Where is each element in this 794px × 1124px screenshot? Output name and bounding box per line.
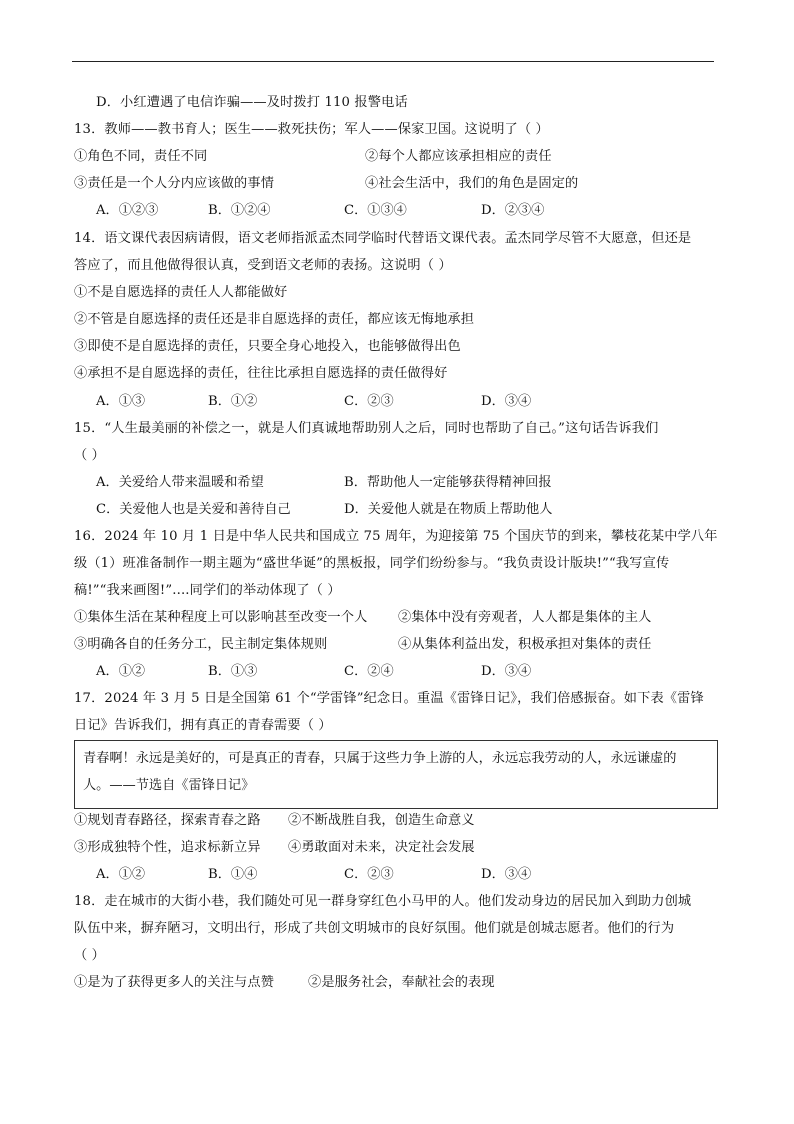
q15-stem-line-1: 15．“人生最美丽的补偿之一，就是人们真诚地帮助别人之后，同时也帮助了自己。”这句话告诉我们 bbox=[74, 421, 659, 436]
header-rule bbox=[72, 61, 714, 62]
q18-item-1: ①是为了获得更多人的关注与点赞 bbox=[74, 975, 275, 990]
q16-option-d: D．③④ bbox=[481, 664, 532, 679]
q14-item-2: ②不管是自愿选择的责任还是非自愿选择的责任，都应该无悔地承担 bbox=[74, 312, 475, 327]
q13-option-c: C．①③④ bbox=[344, 203, 407, 218]
q13-stem: 13．教师——教书育人；医生——救死扶伤；军人——保家卫国。这说明了（ ） bbox=[74, 122, 549, 137]
q16-item-3: ③明确各自的任务分工，民主制定集体规则 bbox=[74, 637, 328, 652]
q17-option-d: D．③④ bbox=[481, 867, 532, 882]
q14-option-d: D．③④ bbox=[481, 394, 532, 409]
q17-item-3: ③形成独特个性，追求标新立异 bbox=[74, 840, 261, 855]
q18-stem-line-3: （ ） bbox=[74, 948, 106, 963]
q13-item-1: ①角色不同，责任不同 bbox=[74, 149, 208, 164]
q14-item-1: ①不是自愿选择的责任人人都能做好 bbox=[74, 285, 288, 300]
q16-option-b: B．①③ bbox=[208, 664, 258, 679]
q17-option-c: C．②③ bbox=[344, 867, 394, 882]
q12-option-d: D．小红遭遇了电信诈骗——及时拨打 110 报警电话 bbox=[96, 95, 408, 110]
q17-stem-line-2: 日记》告诉我们，拥有真正的青春需要（ ） bbox=[74, 718, 332, 733]
q14-item-3: ③即使不是自愿选择的责任，只要全身心地投入，也能够做得出色 bbox=[74, 339, 461, 354]
q16-stem-line-3: 稿!”“我来画图!”....同学们的举动体现了（ ） bbox=[74, 583, 341, 598]
q15-stem-line-2: （ ） bbox=[74, 448, 106, 463]
q13-option-a: A．①②③ bbox=[96, 203, 159, 218]
q16-stem-line-1: 16．2024 年 10 月 1 日是中华人民共和国成立 75 周年，为迎接第 75 个国庆节的到来，攀枝花某中学八年 bbox=[74, 529, 718, 544]
q15-option-b: B．帮助他人一定能够获得精神回报 bbox=[344, 475, 552, 490]
q17-stem-line-1: 17．2024 年 3 月 5 日是全国第 61 个“学雷锋”纪念日。重温《雷锋日记》，我们倍感振奋。如下表《雷锋 bbox=[74, 691, 704, 706]
q13-item-2: ②每个人都应该承担相应的责任 bbox=[365, 149, 552, 164]
q18-item-2: ②是服务社会，奉献社会的表现 bbox=[308, 975, 495, 990]
q17-item-2: ②不断战胜自我，创造生命意义 bbox=[288, 813, 475, 828]
q13-item-4: ④社会生活中，我们的角色是固定的 bbox=[365, 176, 579, 191]
q14-stem-line-1: 14．语文课代表因病请假，语文老师指派孟杰同学临时代替语文课代表。孟杰同学尽管不大愿意，但还是 bbox=[74, 231, 692, 246]
q13-option-d: D．②③④ bbox=[481, 203, 545, 218]
q13-item-3: ③责任是一个人分内应该做的事情 bbox=[74, 176, 275, 191]
q16-item-4: ④从集体利益出发，积极承担对集体的责任 bbox=[398, 637, 652, 652]
q17-quote-line-2: 人。——节选自《雷锋日记》 bbox=[83, 778, 255, 793]
q15-option-a: A．关爱给人带来温暖和希望 bbox=[96, 475, 264, 490]
q18-stem-line-2: 队伍中来，摒弃陋习，文明出行，形成了共创文明城市的良好氛围。他们就是创城志愿者。他们的行为 bbox=[74, 921, 675, 936]
q17-item-1: ①规划青春路径，探索青春之路 bbox=[74, 813, 261, 828]
q16-option-c: C．②④ bbox=[344, 664, 394, 679]
q17-item-4: ④勇敢面对未来，决定社会发展 bbox=[288, 840, 475, 855]
q15-option-c: C．关爱他人也是关爱和善待自己 bbox=[96, 502, 291, 517]
q17-quote-box bbox=[74, 740, 718, 809]
q14-item-4: ④承担不是自愿选择的责任，往往比承担自愿选择的责任做得好 bbox=[74, 366, 448, 381]
q16-stem-line-2: 级（1）班准备制作一期主题为“盛世华诞”的黑板报，同学们纷纷参与。“我负责设计版块!”“我写宣传 bbox=[74, 556, 670, 571]
q16-item-1: ①集体生活在某种程度上可以影响甚至改变一个人 bbox=[74, 610, 368, 625]
q14-option-a: A．①③ bbox=[96, 394, 146, 409]
q15-option-d: D．关爱他人就是在物质上帮助他人 bbox=[344, 502, 553, 517]
q17-option-b: B．①④ bbox=[208, 867, 258, 882]
q14-stem-line-2: 答应了，而且他做得很认真，受到语文老师的表扬。这说明（ ） bbox=[74, 258, 452, 273]
q17-quote-line-1: 青春啊！永远是美好的，可是真正的青春，只属于这些力争上游的人，永远忘我劳动的人，永远谦虚的 bbox=[83, 751, 677, 766]
q18-stem-line-1: 18．走在城市的大街小巷，我们随处可见一群身穿红色小马甲的人。他们发动身边的居民加入到助力创城 bbox=[74, 894, 692, 909]
q17-option-a: A．①② bbox=[96, 867, 146, 882]
q16-option-a: A．①② bbox=[96, 664, 146, 679]
q14-option-c: C．②③ bbox=[344, 394, 394, 409]
q14-option-b: B．①② bbox=[208, 394, 258, 409]
q13-option-b: B．①②④ bbox=[208, 203, 271, 218]
q16-item-2: ②集体中没有旁观者，人人都是集体的主人 bbox=[398, 610, 652, 625]
